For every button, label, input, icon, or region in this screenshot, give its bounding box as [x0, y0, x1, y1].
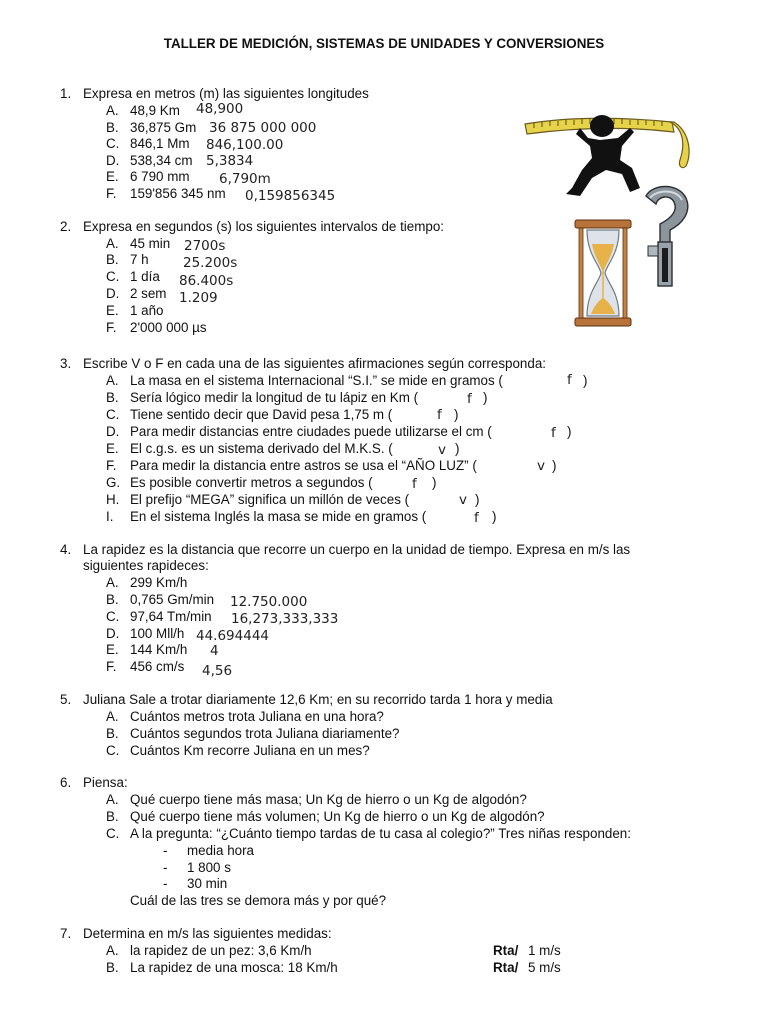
q3-e-answer: v	[438, 442, 446, 458]
q1-b-letter: B.	[106, 120, 119, 135]
q2-a-letter: A.	[106, 236, 119, 251]
q3-g-close: )	[432, 475, 437, 490]
q7-a-text: la rapidez de un pez: 3,6 Km/h	[130, 943, 312, 958]
q6-b-text: Qué cuerpo tiene más volumen; Un Kg de hierro o un Kg de algodón?	[130, 809, 545, 824]
q6-b-letter: B.	[106, 809, 119, 824]
q4-text: La rapidez es la distancia que recorre un cuerpo en la unidad de tiempo. Expresa en m/s las	[83, 542, 631, 557]
hourglass-icon	[572, 218, 634, 330]
q2-c-text: 1 día	[130, 269, 160, 284]
q1-c-letter: C.	[106, 136, 120, 151]
q1-c-answer: 846,100.00	[206, 137, 284, 153]
q5-number: 5.	[60, 692, 72, 707]
q3-h-close: )	[475, 492, 480, 507]
q3-a-text: La masa en el sistema Internacional “S.I.” se mide en gramos (	[130, 373, 503, 388]
q4-text-line2: siguientes rapideces:	[83, 558, 209, 573]
page-title: TALLER DE MEDICIÓN, SISTEMAS DE UNIDADES Y CONVERSIONES	[163, 36, 605, 51]
q3-number: 3.	[60, 356, 72, 371]
q3-h-letter: H.	[106, 492, 120, 507]
q7-a-letter: A.	[106, 943, 119, 958]
q3-b-close: )	[483, 390, 488, 405]
q3-c-answer: f	[437, 407, 442, 423]
q7-a-rta-label: Rta/	[493, 943, 519, 958]
q4-e-letter: E.	[106, 642, 119, 657]
q2-a-answer: 2700s	[184, 238, 226, 254]
q5-b-letter: B.	[106, 726, 119, 741]
q2-e-letter: E.	[106, 303, 119, 318]
q1-number: 1.	[60, 86, 72, 101]
q2-d-text: 2 sem	[130, 286, 167, 301]
q3-b-text: Sería lógico medir la longitud de tu lápiz en Km (	[130, 390, 419, 405]
q3-h-answer: v	[459, 492, 467, 508]
q4-e-answer: 4	[210, 643, 219, 659]
q6-dash-1: -	[163, 843, 168, 858]
q3-b-answer: f	[467, 391, 472, 407]
q1-text: Expresa en metros (m) las siguientes longitudes	[83, 86, 369, 101]
q1-f-answer: 0,159856345	[245, 188, 336, 204]
q2-b-answer: 25.200s	[183, 255, 238, 271]
q6-answer-1: media hora	[187, 843, 254, 858]
q1-a-letter: A.	[106, 103, 119, 118]
q6-number: 6.	[60, 775, 72, 790]
q2-f-text: 2'000 000 µs	[130, 320, 207, 335]
q3-a-letter: A.	[106, 373, 119, 388]
q1-f-letter: F.	[106, 186, 117, 201]
q2-c-letter: C.	[106, 269, 120, 284]
q3-i-letter: I.	[106, 509, 114, 524]
q3-i-text: En el sistema Inglés la masa se mide en gramos (	[130, 509, 427, 524]
q4-b-letter: B.	[106, 592, 119, 607]
q2-a-text: 45 min	[130, 236, 171, 251]
caliper-question-mark-icon	[636, 182, 694, 290]
q7-b-letter: B.	[106, 960, 119, 975]
q1-c-text: 846,1 Mm	[130, 136, 190, 151]
q2-d-letter: D.	[106, 286, 120, 301]
q1-b-text: 36,875 Gm	[130, 120, 197, 135]
q3-c-close: )	[454, 407, 459, 422]
q5-c-letter: C.	[106, 743, 120, 758]
q5-a-letter: A.	[106, 709, 119, 724]
q1-b-answer: 36 875 000 000	[209, 120, 317, 136]
q3-h-text: El prefijo “MEGA” significa un millón de veces (	[130, 492, 410, 507]
q3-a-close: )	[583, 373, 588, 388]
q3-e-letter: E.	[106, 441, 119, 456]
q1-f-text: 159'856 345 nm	[130, 186, 226, 201]
q1-e-text: 6 790 mm	[130, 169, 190, 184]
q6-dash-3: -	[163, 876, 168, 891]
q3-d-text: Para medir distancias entre ciudades puede utilizarse el cm (	[130, 424, 492, 439]
q4-number: 4.	[60, 542, 72, 557]
q7-number: 7.	[60, 926, 72, 941]
q1-a-text: 48,9 Km	[130, 103, 180, 118]
q2-b-text: 7 h	[130, 252, 149, 267]
q5-text: Juliana Sale a trotar diariamente 12,6 Km; en su recorrido tarda 1 hora y media	[83, 692, 553, 707]
q5-c-text: Cuántos Km recorre Juliana en un mes?	[130, 743, 370, 758]
q3-e-text: El c.g.s. es un sistema derivado del M.K.S. (	[130, 441, 393, 456]
q2-text: Expresa en segundos (s) los siguientes intervalos de tiempo:	[83, 219, 444, 234]
q7-a-rta: 1 m/s	[528, 943, 561, 958]
q2-d-answer: 1.209	[179, 290, 218, 306]
q3-g-answer: f	[412, 476, 417, 492]
q4-c-answer: 16,273,333,333	[231, 611, 339, 627]
q4-d-letter: D.	[106, 626, 120, 641]
q7-text: Determina en m/s las siguientes medidas:	[83, 926, 332, 941]
q3-i-answer: f	[474, 510, 479, 526]
q3-e-close: )	[455, 441, 460, 456]
q6-answer-2: 1 800 s	[187, 860, 231, 875]
q6-closing: Cuál de las tres se demora más y por qué?	[130, 893, 387, 908]
q3-g-text: Es posible convertir metros a segundos (	[130, 475, 373, 490]
q1-d-text: 538,34 cm	[130, 153, 193, 168]
q2-e-text: 1 año	[130, 303, 164, 318]
q6-a-letter: A.	[106, 792, 119, 807]
q1-a-answer: 48,900	[196, 101, 244, 117]
q3-c-letter: C.	[106, 407, 120, 422]
q4-e-text: 144 Km/h	[130, 642, 188, 657]
q1-e-letter: E.	[106, 169, 119, 184]
q2-f-letter: F.	[106, 320, 117, 335]
q3-c-text: Tiene sentido decir que David pesa 1,75 m (	[130, 407, 393, 422]
q4-b-text: 0,765 Gm/min	[130, 592, 215, 607]
q3-d-letter: D.	[106, 424, 120, 439]
q4-d-text: 100 Mll/h	[130, 626, 185, 641]
q4-a-text: 299 Km/h	[130, 575, 188, 590]
q2-c-answer: 86.400s	[179, 273, 234, 289]
q7-b-text: La rapidez de una mosca: 18 Km/h	[130, 960, 338, 975]
q1-e-answer: 6,790m	[219, 171, 271, 187]
q3-d-close: )	[567, 424, 572, 439]
q6-a-text: Qué cuerpo tiene más masa; Un Kg de hierro o un Kg de algodón?	[130, 792, 527, 807]
q3-a-answer: f	[567, 372, 572, 388]
q7-b-rta-label: Rta/	[493, 960, 519, 975]
q6-c-letter: C.	[106, 826, 120, 841]
q6-c-text: A la pregunta: “¿Cuánto tiempo tardas de tu casa al colegio?” Tres niñas responden:	[130, 826, 631, 841]
q3-i-close: )	[492, 509, 497, 524]
q6-dash-2: -	[163, 860, 168, 875]
q4-b-answer: 12.750.000	[230, 594, 308, 610]
q2-number: 2.	[60, 219, 72, 234]
q6-text: Piensa:	[83, 775, 128, 790]
q3-f-text: Para medir la distancia entre astros se usa el “AÑO LUZ” (	[130, 458, 477, 473]
q3-g-letter: G.	[106, 475, 121, 490]
q4-f-letter: F.	[106, 659, 117, 674]
q4-c-text: 97,64 Tm/min	[130, 609, 212, 624]
q4-c-letter: C.	[106, 609, 120, 624]
q5-a-text: Cuántos metros trota Juliana en una hora?	[130, 709, 384, 724]
q3-f-letter: F.	[106, 458, 117, 473]
q6-answer-3: 30 min	[187, 876, 228, 891]
q3-b-letter: B.	[106, 390, 119, 405]
q4-a-letter: A.	[106, 575, 119, 590]
q4-f-answer: 4,56	[202, 663, 233, 679]
q4-f-text: 456 cm/s	[130, 659, 185, 674]
q3-f-close: )	[552, 458, 557, 473]
q5-b-text: Cuántos segundos trota Juliana diariamente?	[130, 726, 400, 741]
q2-b-letter: B.	[106, 252, 119, 267]
q3-f-answer: v	[537, 458, 545, 474]
q3-d-answer: f	[551, 425, 556, 441]
q4-d-answer: 44.694444	[196, 628, 270, 644]
q1-d-answer: 5,3834	[206, 153, 254, 169]
q3-text: Escribe V o F en cada una de las siguientes afirmaciones según corresponda:	[83, 356, 546, 371]
q1-d-letter: D.	[106, 153, 120, 168]
q7-b-rta: 5 m/s	[528, 960, 561, 975]
